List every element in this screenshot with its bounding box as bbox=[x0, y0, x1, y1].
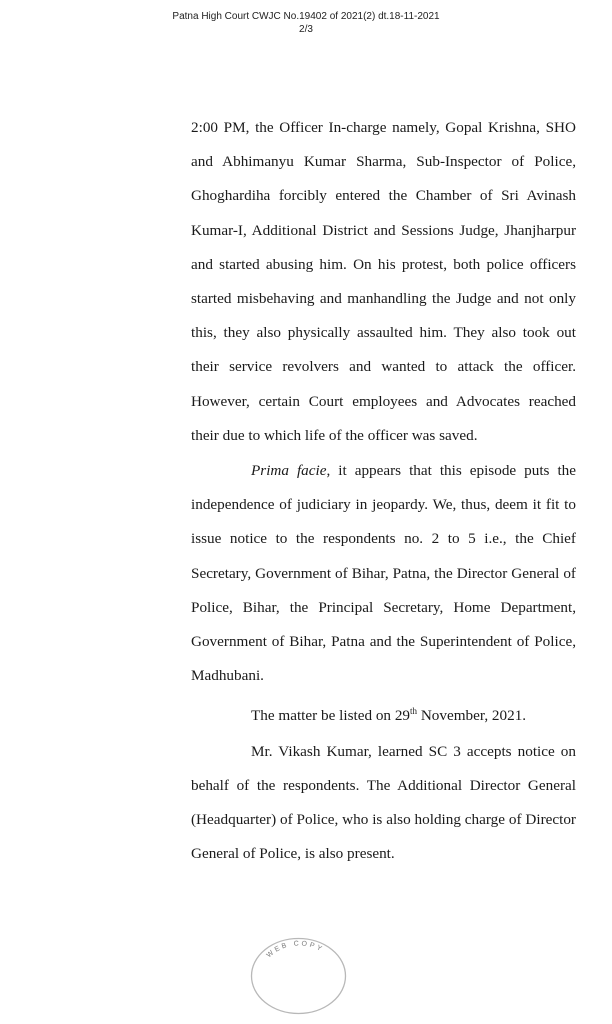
paragraph-appearance: Mr. Vikash Kumar, learned SC 3 accepts notice on behalf of the respondents. The Additional Director General (Headquarter) of Police, who is also holding charge of Director General of Police, is also present. bbox=[191, 742, 576, 863]
stamp-text: WEB COPY bbox=[265, 940, 325, 960]
paragraph-prima-facie-text: , it appears that this episode puts the independence of judiciary in jeopardy. We, thus, deem it fit to issue notice to the respondents no. 2 to 5 i.e., the Chief Secretary, Government of Bihar, Patna, the Director General of Police, Bihar, the Principal Secretary, Home Department, Government of Bihar, Patna and the Superintendent of Police, Madhubani. bbox=[191, 462, 576, 685]
paragraph-prima-facie bbox=[191, 454, 576, 693]
page-header bbox=[0, 10, 612, 36]
web-copy-stamp-icon bbox=[250, 937, 347, 1015]
page-number: 2/3 bbox=[299, 24, 313, 35]
date-ordinal: th bbox=[410, 706, 418, 717]
listing-text-end: November, 2021. bbox=[417, 707, 527, 725]
latin-phrase: Prima facie bbox=[251, 462, 327, 480]
listing-text: The matter be listed on 29 bbox=[251, 707, 411, 725]
order-body bbox=[191, 111, 576, 872]
paragraph-listing bbox=[191, 694, 576, 733]
case-citation: Patna High Court CWJC No.19402 of 2021(2) dt.18-11-2021 bbox=[172, 11, 440, 22]
paragraph-incident: 2:00 PM, the Officer In-charge namely, Gopal Krishna, SHO and Abhimanyu Kumar Sharma, Sub-Inspector of Police, Ghoghardiha forcibly entered the Chamber of Sri Avinash Kumar-I, Additional District and Sessions Judge, Jhanjharpur and started abusing him. On his protest, both police officers started misbehaving and manhandling the Judge and not only this, they also physically assaulted him. They also took out their service revolvers and wanted to attack the officer. However, certain Court employees and Advocates reached their due to which life of the officer was saved. bbox=[191, 119, 576, 444]
